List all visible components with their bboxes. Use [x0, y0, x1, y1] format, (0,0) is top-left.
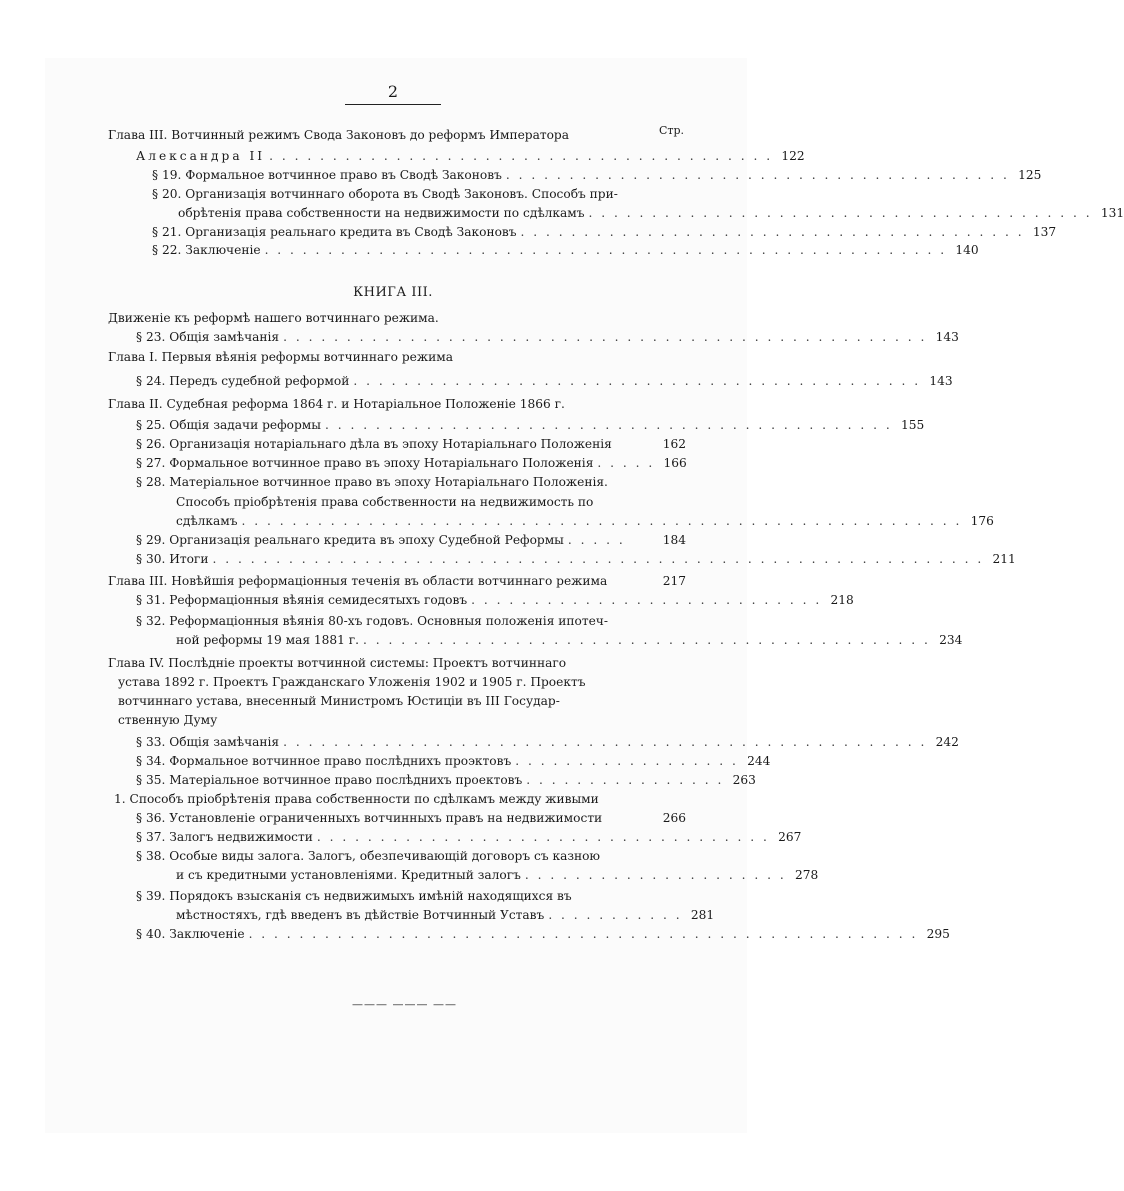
toc-entry-page: 295 [926, 927, 950, 941]
toc-entry-text: § 31. Реформаціонныя вѣянія семидесятыхъ годовъ [136, 593, 468, 607]
toc-entry [108, 349, 686, 366]
toc-entry-text: устава 1892 г. Проектъ Гражданскаго Уложенія 1902 и 1905 г. Проектъ [118, 675, 586, 689]
toc-entry-page: 125 [1018, 168, 1042, 182]
toc-entry: § 33. Общія замѣчанія . . . . . . . . . . . . . . . . . . . . . . . . . . . . . . . . . . . . . . . . . . . . . . . . . . . 242 [136, 735, 959, 749]
page-column-label: Стр. [659, 124, 685, 137]
toc-entry-page: 211 [992, 552, 1016, 566]
toc-entry-page: 140 [955, 243, 979, 257]
toc-entry-text: сдѣлкамъ [176, 514, 238, 528]
toc-entry [108, 396, 686, 413]
toc-entry-text: § 26. Организація нотаріальнаго дѣла въ эпоху Нотаріальнаго Положенія [136, 437, 612, 451]
toc-entry-page: 155 [901, 418, 925, 432]
toc-entry: ной реформы 19 мая 1881 г. . . . . . . . . . . . . . . . . . . . . . . . . . . . . . . . . . . . . . . . . . . . . . 234 [176, 633, 963, 647]
toc-entry-text: § 36. Установленіе ограниченныхъ вотчинныхъ правъ на недвижимости [136, 811, 603, 825]
toc-entry-page: 244 [747, 754, 771, 768]
toc-entry [136, 848, 686, 865]
toc-entry-page: 184 [662, 533, 686, 547]
toc-entry-text: § 35. Матеріальное вотчинное право послѣднихъ проектовъ [136, 773, 523, 787]
toc-entry-text: мѣстностяхъ, гдѣ введенъ въ дѣйствіе Вотчинный Уставъ [176, 908, 545, 922]
toc-entry-text: Глава II. Судебная реформа 1864 г. и Нотаріальное Положеніе 1866 г. [108, 397, 565, 411]
toc-entry: обрѣтенія права собственности на недвижимости по сдѣлкамъ . . . . . . . . . . . . . . . . . . . . . . . . . . . . . . . . . . . . . . . . 131 [178, 206, 1124, 220]
toc-entry-text: § 27. Формальное вотчинное право въ эпоху Нотаріальнаго Положенія [136, 456, 594, 470]
toc-entry [118, 712, 686, 729]
toc-entry: § 35. Матеріальное вотчинное право послѣднихъ проектовъ . . . . . . . . . . . . . . . . 263 [136, 773, 756, 787]
toc-entry-text: § 21. Организація реальнаго кредита въ Сводѣ Законовъ [152, 225, 517, 239]
toc-entry-text: Глава IV. Послѣдніе проекты вотчинной системы: Проектъ вотчиннаго [108, 656, 567, 670]
toc-entry-text: § 22. Заключеніе [152, 243, 261, 257]
toc-entry-page: 242 [935, 735, 959, 749]
toc-entry [108, 573, 686, 590]
toc-entry [152, 186, 686, 203]
toc-entry-text: § 19. Формальное вотчинное право въ Сводѣ Законовъ [152, 168, 502, 182]
toc-entry-page: 218 [830, 593, 854, 607]
toc-entry-page: 122 [781, 149, 805, 163]
toc-entry-page: 176 [970, 514, 994, 528]
toc-entry: § 21. Организація реальнаго кредита въ Сводѣ Законовъ . . . . . . . . . . . . . . . . . . . . . . . . . . . . . . . . . . . . . . . . 137 [152, 225, 1057, 239]
toc-entry-text: вотчиннаго устава, внесенный Министромъ Юстиціи въ III Государ- [118, 694, 560, 708]
toc-entry: § 24. Передъ судебной реформой . . . . . . . . . . . . . . . . . . . . . . . . . . . . . . . . . . . . . . . . . . . . . 143 [136, 374, 953, 388]
toc-entry-text: § 39. Порядокъ взысканія съ недвижимыхъ имѣній находящихся въ [136, 889, 572, 903]
toc-entry [114, 791, 686, 808]
toc-entry-text: § 20. Организація вотчиннаго оборота въ Сводѣ Законовъ. Способъ при- [152, 187, 618, 201]
toc-entry-page: 234 [939, 633, 963, 647]
toc-entry-text: обрѣтенія права собственности на недвижимости по сдѣлкамъ [178, 206, 585, 220]
toc-entry-text: § 40. Заключеніе [136, 927, 245, 941]
toc-entry-text: ственную Думу [118, 713, 218, 727]
toc-entry-page: 131 [1100, 206, 1124, 220]
toc-entry-page: 278 [794, 868, 819, 882]
toc-entry: § 19. Формальное вотчинное право въ Сводѣ Законовъ . . . . . . . . . . . . . . . . . . . . . . . . . . . . . . . . . . . . . . . . 125 [152, 168, 1042, 182]
toc-entry-text: 1. Способъ пріобрѣтенія права собственности по сдѣлкамъ между живыми [114, 792, 599, 806]
toc-entry-text: § 28. Матеріальное вотчинное право въ эпоху Нотаріальнаго Положенія. [136, 475, 608, 489]
toc-entry-text: § 25. Общія задачи реформы [136, 418, 321, 432]
toc-entry: § 22. Заключеніе . . . . . . . . . . . . . . . . . . . . . . . . . . . . . . . . . . . . . . . . . . . . . . . . . . . . . . 140 [152, 243, 979, 257]
toc-entry-page: 162 [662, 437, 686, 451]
toc-entry: Александра II . . . . . . . . . . . . . . . . . . . . . . . . . . . . . . . . . . . . . . . . 122 [136, 149, 805, 163]
toc-entry [136, 474, 686, 491]
toc-entry-text: § 29. Организація реальнаго кредита въ эпоху Судебной Реформы [136, 533, 564, 547]
toc-entry-text: § 33. Общія замѣчанія [136, 735, 280, 749]
toc-entry-text: Глава III. Новѣйшія реформаціонныя теченія въ области вотчиннаго режима [108, 574, 608, 588]
toc-entry-text: § 34. Формальное вотчинное право послѣднихъ проэктовъ [136, 754, 512, 768]
toc-entry: и съ кредитными установленіями. Кредитный залогъ . . . . . . . . . . . . . . . . . . . . . 278 [176, 868, 819, 882]
toc-entry-text: § 24. Передъ судебной реформой [136, 374, 350, 388]
toc-entry-text: Глава I. Первыя вѣянія реформы вотчиннаго режима [108, 350, 453, 364]
toc-entry [108, 310, 686, 327]
toc-entry [108, 127, 656, 144]
toc-entry-text: Способъ пріобрѣтенія права собственности на недвижимость по [176, 495, 594, 509]
toc-entry [118, 674, 686, 691]
page-number: 2 [387, 82, 399, 101]
toc-entry [136, 436, 686, 453]
toc-entry [176, 494, 686, 511]
toc-entry-page: 137 [1032, 225, 1057, 239]
toc-entry-page: 263 [732, 773, 756, 787]
toc-entry: § 34. Формальное вотчинное право послѣднихъ проэктовъ . . . . . . . . . . . . . . . . . . 244 [136, 754, 771, 768]
toc-entry-text: Александра II [136, 149, 266, 163]
book-heading: КНИГА III. [353, 285, 433, 300]
toc-entry-text: § 32. Реформаціонныя вѣянія 80-хъ годовъ. Основныя положенія ипотеч- [136, 614, 608, 628]
toc-entry [108, 655, 686, 672]
toc-entry: § 30. Итоги . . . . . . . . . . . . . . . . . . . . . . . . . . . . . . . . . . . . . . . . . . . . . . . . . . . . . . . . . . . . . 211 [136, 552, 1016, 566]
toc-entry [136, 613, 686, 630]
toc-entry [136, 888, 686, 905]
toc-entry: § 23. Общія замѣчанія . . . . . . . . . . . . . . . . . . . . . . . . . . . . . . . . . . . . . . . . . . . . . . . . . . . 143 [136, 330, 959, 344]
end-mark: ——— ——— —— [352, 998, 457, 1011]
toc-entry: § 37. Залогъ недвижимости . . . . . . . . . . . . . . . . . . . . . . . . . . . . . . . . . . . . 267 [136, 830, 802, 844]
toc-entry-page: 281 [690, 908, 715, 922]
toc-entry-text: § 38. Особые виды залога. Залогъ, обезпечивающій договоръ съ казною [136, 849, 601, 863]
toc-entry-page: 267 [778, 830, 802, 844]
toc-entry-page: 266 [662, 811, 686, 825]
toc-entry: § 40. Заключеніе . . . . . . . . . . . . . . . . . . . . . . . . . . . . . . . . . . . . . . . . . . . . . . . . . . . . . 295 [136, 927, 950, 941]
header-rule [345, 104, 441, 105]
toc-entry-page: 143 [929, 374, 953, 388]
toc-entry: § 29. Организація реальнаго кредита въ эпоху Судебной Реформы . . . . . 184 [136, 533, 686, 547]
toc-entry-page: 143 [935, 330, 959, 344]
toc-entry: § 25. Общія задачи реформы . . . . . . . . . . . . . . . . . . . . . . . . . . . . . . . . . . . . . . . . . . . . . 155 [136, 418, 925, 432]
toc-entry-page: 217 [662, 574, 686, 588]
toc-entry [118, 693, 686, 710]
toc-entry-text: ной реформы 19 мая 1881 г. [176, 633, 360, 647]
toc-entry: мѣстностяхъ, гдѣ введенъ въ дѣйствіе Вотчинный Уставъ . . . . . . . . . . . 281 [176, 908, 715, 922]
toc-entry: § 31. Реформаціонныя вѣянія семидесятыхъ годовъ . . . . . . . . . . . . . . . . . . . . . . . . . . . . 218 [136, 593, 854, 607]
toc-entry: сдѣлкамъ . . . . . . . . . . . . . . . . . . . . . . . . . . . . . . . . . . . . . . . . . . . . . . . . . . . . . . . . . 176 [176, 514, 994, 528]
toc-entry-text: Глава III. Вотчинный режимъ Свода Законовъ до реформъ Императора [108, 128, 569, 142]
toc-entry: § 27. Формальное вотчинное право въ эпоху Нотаріальнаго Положенія . . . . . 166 [136, 456, 687, 470]
toc-entry-text: и съ кредитными установленіями. Кредитный залогъ [176, 868, 521, 882]
toc-entry-page: 166 [663, 456, 687, 470]
toc-entry-text: § 23. Общія замѣчанія [136, 330, 280, 344]
toc-entry-text: § 37. Залогъ недвижимости [136, 830, 313, 844]
toc-entry-text: Движеніе къ реформѣ нашего вотчиннаго режима. [108, 311, 439, 325]
toc-entry [136, 810, 686, 827]
toc-entry-text: § 30. Итоги [136, 552, 209, 566]
